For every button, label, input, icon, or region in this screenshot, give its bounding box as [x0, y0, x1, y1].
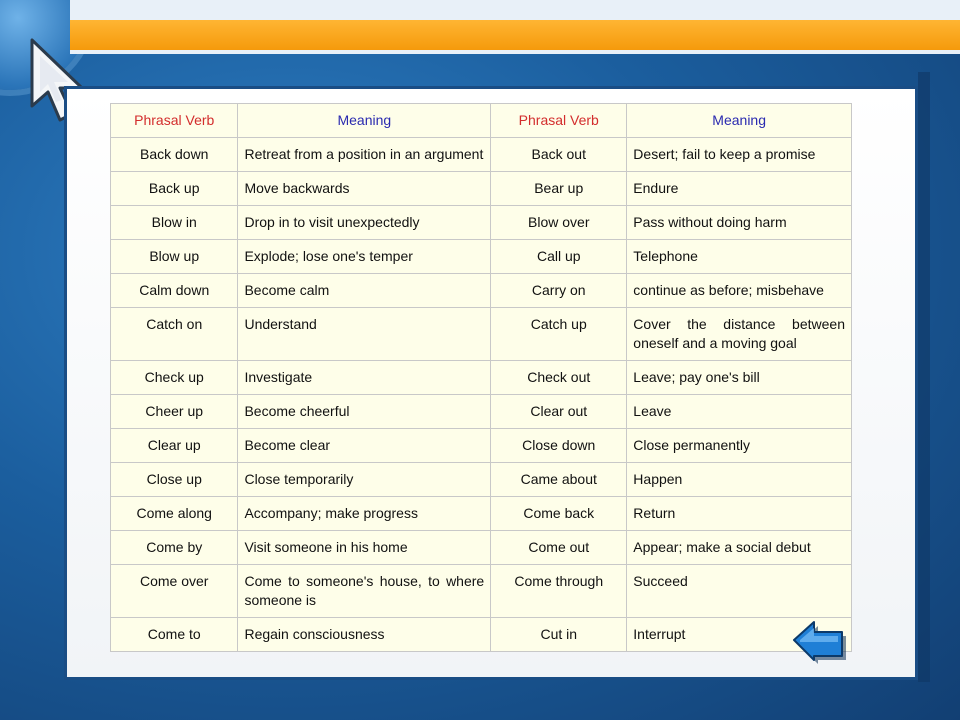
meaning-cell: Regain consciousness [238, 618, 491, 652]
phrasal-verb-cell: Blow over [491, 206, 627, 240]
phrasal-verb-cell: Blow in [111, 206, 238, 240]
meaning-cell: Pass without doing harm [627, 206, 852, 240]
phrasal-verb-cell: Cheer up [111, 395, 238, 429]
panel-shadow [918, 72, 930, 682]
phrasal-verb-cell: Come through [491, 565, 627, 618]
phrasal-verb-cell: Come out [491, 531, 627, 565]
meaning-cell: Come to someone's house, to where someone is [238, 565, 491, 618]
phrasal-verb-cell: Clear out [491, 395, 627, 429]
header-meaning: Meaning [627, 104, 852, 138]
table-header-row [111, 104, 852, 138]
phrasal-verb-cell: Back down [111, 138, 238, 172]
header-phrasal-verb: Phrasal Verb [491, 104, 627, 138]
phrasal-verb-cell: Catch on [111, 308, 238, 361]
table-row [111, 531, 852, 565]
table-row [111, 395, 852, 429]
table-row [111, 308, 852, 361]
table-row [111, 618, 852, 652]
phrasal-verb-cell: Check up [111, 361, 238, 395]
phrasal-verb-cell: Back out [491, 138, 627, 172]
meaning-cell: Close temporarily [238, 463, 491, 497]
phrasal-verb-cell: Call up [491, 240, 627, 274]
meaning-cell: continue as before; misbehave [627, 274, 852, 308]
meaning-cell: Cover the distance between oneself and a moving goal [627, 308, 852, 361]
phrasal-verb-cell: Catch up [491, 308, 627, 361]
meaning-cell: Interrupt [627, 618, 852, 652]
orange-stripe [70, 20, 960, 50]
phrasal-verb-cell: Calm down [111, 274, 238, 308]
phrasal-verb-cell: Come over [111, 565, 238, 618]
table-row [111, 274, 852, 308]
header-phrasal-verb: Phrasal Verb [111, 104, 238, 138]
phrasal-verb-cell: Carry on [491, 274, 627, 308]
table-row [111, 429, 852, 463]
table-row [111, 172, 852, 206]
meaning-cell: Desert; fail to keep a promise [627, 138, 852, 172]
meaning-cell: Understand [238, 308, 491, 361]
meaning-cell: Investigate [238, 361, 491, 395]
table-body [111, 138, 852, 652]
table-row [111, 138, 852, 172]
phrasal-verb-cell: Back up [111, 172, 238, 206]
phrasal-verb-cell: Came about [491, 463, 627, 497]
meaning-cell: Endure [627, 172, 852, 206]
meaning-cell: Return [627, 497, 852, 531]
meaning-cell: Close permanently [627, 429, 852, 463]
top-banner [70, 0, 960, 54]
meaning-cell: Appear; make a social debut [627, 531, 852, 565]
phrasal-verb-cell: Cut in [491, 618, 627, 652]
meaning-cell: Accompany; make progress [238, 497, 491, 531]
phrasal-verb-cell: Come along [111, 497, 238, 531]
phrasal-verb-cell: Clear up [111, 429, 238, 463]
phrasal-verb-table [110, 103, 852, 652]
meaning-cell: Move backwards [238, 172, 491, 206]
meaning-cell: Retreat from a position in an argument [238, 138, 491, 172]
meaning-cell: Telephone [627, 240, 852, 274]
table-row [111, 497, 852, 531]
table-row [111, 463, 852, 497]
table-row [111, 240, 852, 274]
phrasal-verb-cell: Come to [111, 618, 238, 652]
phrasal-verb-cell: Come back [491, 497, 627, 531]
header-meaning: Meaning [238, 104, 491, 138]
meaning-cell: Succeed [627, 565, 852, 618]
back-arrow-icon[interactable] [792, 618, 848, 664]
phrasal-verb-cell: Close down [491, 429, 627, 463]
meaning-cell: Explode; lose one's temper [238, 240, 491, 274]
meaning-cell: Happen [627, 463, 852, 497]
meaning-cell: Become clear [238, 429, 491, 463]
phrasal-verb-cell: Check out [491, 361, 627, 395]
table-row [111, 565, 852, 618]
phrasal-verb-cell: Bear up [491, 172, 627, 206]
meaning-cell: Visit someone in his home [238, 531, 491, 565]
table-row [111, 361, 852, 395]
phrasal-verb-cell: Blow up [111, 240, 238, 274]
meaning-cell: Leave; pay one's bill [627, 361, 852, 395]
meaning-cell: Become calm [238, 274, 491, 308]
meaning-cell: Leave [627, 395, 852, 429]
table-row [111, 206, 852, 240]
meaning-cell: Drop in to visit unexpectedly [238, 206, 491, 240]
phrasal-verb-cell: Come by [111, 531, 238, 565]
meaning-cell: Become cheerful [238, 395, 491, 429]
phrasal-verb-cell: Close up [111, 463, 238, 497]
